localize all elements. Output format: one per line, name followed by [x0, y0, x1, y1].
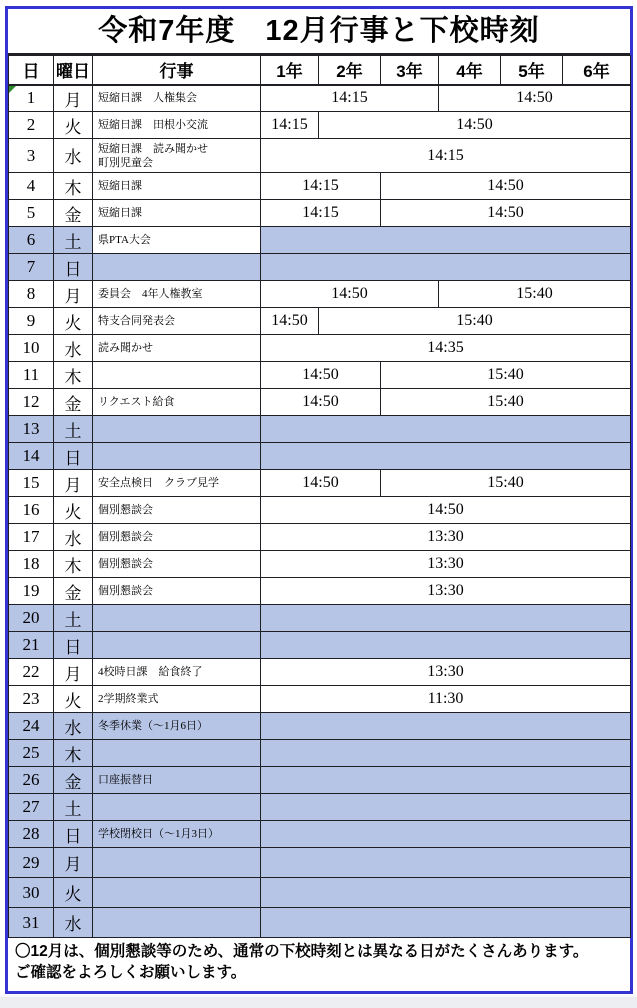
day-cell: 19 [9, 578, 54, 605]
excel-error-marker-icon [9, 86, 16, 93]
column-header-5: 2年 [319, 56, 381, 85]
table-row [9, 416, 631, 443]
dismissal-time-cell: 14:50 [261, 362, 381, 389]
table-row [9, 139, 631, 173]
dismissal-time-cell: 14:50 [381, 200, 631, 227]
day-cell: 5 [9, 200, 54, 227]
weekday-cell: 月 [54, 848, 93, 878]
table-row [9, 848, 631, 878]
footer-note-line2: ご確認をよろしくお願いします。 [15, 964, 247, 981]
day-cell: 22 [9, 659, 54, 686]
table-row [9, 821, 631, 848]
weekday-cell: 火 [54, 497, 93, 524]
dismissal-time-cell [261, 605, 631, 632]
dismissal-time-cell [261, 227, 631, 254]
weekday-cell: 木 [54, 362, 93, 389]
event-text: 個別懇談会 [98, 531, 153, 543]
event-cell [93, 497, 261, 524]
column-header-7: 4年 [439, 56, 501, 85]
event-cell [93, 139, 261, 173]
weekday-cell: 水 [54, 335, 93, 362]
dismissal-time-cell: 14:50 [261, 281, 439, 308]
dismissal-time-cell [261, 767, 631, 794]
schedule-table [8, 55, 631, 938]
dismissal-time-cell: 14:15 [261, 173, 381, 200]
event-text-line2: 町別児童会 [98, 156, 153, 169]
weekday-cell: 火 [54, 308, 93, 335]
event-cell [93, 443, 261, 470]
dismissal-time-cell: 13:30 [261, 551, 631, 578]
dismissal-time-cell: 13:30 [261, 578, 631, 605]
event-cell [93, 767, 261, 794]
event-text: 個別懇談会 [98, 585, 153, 597]
event-cell [93, 794, 261, 821]
weekday-cell: 月 [54, 85, 93, 112]
table-row [9, 767, 631, 794]
event-cell [93, 821, 261, 848]
weekday-cell: 土 [54, 605, 93, 632]
day-cell: 11 [9, 362, 54, 389]
event-text: 特支合同発表会 [98, 315, 175, 327]
event-cell [93, 200, 261, 227]
day-cell: 6 [9, 227, 54, 254]
weekday-cell: 木 [54, 551, 93, 578]
event-text: 短縮日課 田根小交流 [98, 119, 208, 131]
day-cell: 20 [9, 605, 54, 632]
table-row [9, 335, 631, 362]
dismissal-time-cell [261, 848, 631, 878]
weekday-cell: 日 [54, 821, 93, 848]
page-title: 令和7年度 12月行事と下校時刻 [8, 9, 630, 55]
weekday-cell: 火 [54, 686, 93, 713]
event-cell [93, 848, 261, 878]
dismissal-time-cell: 14:50 [261, 470, 381, 497]
table-header-row [9, 56, 631, 85]
dismissal-time-cell [261, 632, 631, 659]
event-cell [93, 713, 261, 740]
weekday-cell: 火 [54, 112, 93, 139]
dismissal-time-cell: 13:30 [261, 524, 631, 551]
dismissal-time-cell [261, 908, 631, 938]
footer-note [8, 938, 630, 991]
column-header-6: 3年 [381, 56, 439, 85]
column-header-3: 行事 [93, 56, 261, 85]
weekday-cell: 水 [54, 908, 93, 938]
day-cell: 15 [9, 470, 54, 497]
weekday-cell: 日 [54, 632, 93, 659]
table-row [9, 878, 631, 908]
day-cell: 13 [9, 416, 54, 443]
weekday-cell: 日 [54, 443, 93, 470]
dismissal-time-cell: 15:40 [319, 308, 631, 335]
dismissal-time-cell: 14:15 [261, 112, 319, 139]
dismissal-time-cell: 14:50 [261, 497, 631, 524]
table-row [9, 281, 631, 308]
dismissal-time-cell: 15:40 [381, 470, 631, 497]
dismissal-time-cell: 15:40 [439, 281, 631, 308]
event-cell [93, 112, 261, 139]
event-cell [93, 85, 261, 112]
event-cell [93, 908, 261, 938]
column-header-4: 1年 [261, 56, 319, 85]
weekday-cell: 金 [54, 578, 93, 605]
day-cell: 29 [9, 848, 54, 878]
dismissal-time-cell: 13:30 [261, 659, 631, 686]
event-cell [93, 686, 261, 713]
day-cell: 4 [9, 173, 54, 200]
weekday-cell: 日 [54, 254, 93, 281]
event-text: 学校閉校日（～1月3日） [98, 828, 219, 840]
dismissal-time-cell: 14:50 [381, 173, 631, 200]
column-header-2: 曜日 [54, 56, 93, 85]
event-cell [93, 551, 261, 578]
event-text: 短縮日課 [98, 207, 142, 219]
day-cell: 14 [9, 443, 54, 470]
dismissal-time-cell: 15:40 [381, 362, 631, 389]
table-row [9, 908, 631, 938]
event-text: 個別懇談会 [98, 504, 153, 516]
event-text: 県PTA大会 [98, 234, 151, 246]
weekday-cell: 木 [54, 173, 93, 200]
day-cell: 12 [9, 389, 54, 416]
event-cell [93, 173, 261, 200]
weekday-cell: 金 [54, 389, 93, 416]
dismissal-time-cell: 14:15 [261, 85, 439, 112]
day-cell: 3 [9, 139, 54, 173]
day-cell: 10 [9, 335, 54, 362]
event-text: 短縮日課 人権集会 [98, 92, 197, 105]
window-bottom-edge [0, 995, 637, 1008]
day-cell: 16 [9, 497, 54, 524]
column-header-9: 6年 [563, 56, 631, 85]
day-cell: 17 [9, 524, 54, 551]
weekday-cell: 金 [54, 200, 93, 227]
table-row [9, 200, 631, 227]
event-text: リクエスト給食 [98, 396, 175, 408]
weekday-cell: 土 [54, 227, 93, 254]
table-row [9, 470, 631, 497]
event-cell [93, 659, 261, 686]
table-row [9, 794, 631, 821]
table-row [9, 497, 631, 524]
event-text: 4校時日課 給食終了 [98, 666, 203, 678]
table-row [9, 227, 631, 254]
table-row [9, 85, 631, 112]
dismissal-time-cell [261, 416, 631, 443]
table-row [9, 254, 631, 281]
day-cell: 24 [9, 713, 54, 740]
event-text: 2学期終業式 [98, 693, 159, 705]
table-row [9, 686, 631, 713]
day-cell: 23 [9, 686, 54, 713]
dismissal-time-cell: 14:15 [261, 139, 631, 173]
dismissal-time-cell [261, 713, 631, 740]
event-cell [93, 470, 261, 497]
day-cell: 18 [9, 551, 54, 578]
table-row [9, 740, 631, 767]
table-row [9, 551, 631, 578]
event-text: 個別懇談会 [98, 558, 153, 570]
table-row [9, 632, 631, 659]
dismissal-time-cell: 14:50 [439, 85, 631, 112]
event-text: 口座振替日 [98, 774, 153, 786]
schedule-sheet [5, 6, 633, 994]
day-cell: 28 [9, 821, 54, 848]
day-cell: 27 [9, 794, 54, 821]
event-cell [93, 308, 261, 335]
event-cell [93, 362, 261, 389]
dismissal-time-cell [261, 443, 631, 470]
dismissal-time-cell [261, 821, 631, 848]
day-cell: 25 [9, 740, 54, 767]
footer-note-line1: 〇12月は、個別懇談等のため、通常の下校時刻とは異なる日がたくさんあります。 [15, 943, 589, 960]
dismissal-time-cell: 14:50 [261, 389, 381, 416]
dismissal-time-cell: 15:40 [381, 389, 631, 416]
event-cell [93, 605, 261, 632]
dismissal-time-cell [261, 254, 631, 281]
table-row [9, 112, 631, 139]
event-cell [93, 578, 261, 605]
table-row [9, 389, 631, 416]
dismissal-time-cell: 14:50 [319, 112, 631, 139]
event-cell [93, 389, 261, 416]
event-cell [93, 335, 261, 362]
table-row [9, 713, 631, 740]
table-row [9, 578, 631, 605]
weekday-cell: 金 [54, 767, 93, 794]
column-header-8: 5年 [501, 56, 563, 85]
dismissal-time-cell: 14:15 [261, 200, 381, 227]
table-row [9, 605, 631, 632]
event-cell [93, 878, 261, 908]
event-cell [93, 632, 261, 659]
event-cell [93, 254, 261, 281]
column-header-1: 日 [9, 56, 54, 85]
day-cell: 2 [9, 112, 54, 139]
table-row [9, 173, 631, 200]
event-text: 委員会 4年人権教室 [98, 288, 203, 300]
event-cell [93, 227, 261, 254]
day-cell: 1 [9, 85, 54, 112]
day-cell: 21 [9, 632, 54, 659]
event-cell [93, 416, 261, 443]
event-text: 安全点検日 クラブ見学 [98, 477, 219, 489]
event-text: 読み聞かせ [98, 342, 153, 354]
event-cell [93, 281, 261, 308]
event-cell [93, 524, 261, 551]
weekday-cell: 水 [54, 139, 93, 173]
dismissal-time-cell: 11:30 [261, 686, 631, 713]
day-cell: 26 [9, 767, 54, 794]
event-text: 冬季休業（～1月6日） [98, 720, 208, 732]
weekday-cell: 水 [54, 524, 93, 551]
weekday-cell: 木 [54, 740, 93, 767]
event-text: 短縮日課 [98, 180, 142, 192]
table-row [9, 659, 631, 686]
weekday-cell: 火 [54, 878, 93, 908]
dismissal-time-cell [261, 740, 631, 767]
dismissal-time-cell [261, 794, 631, 821]
day-cell: 30 [9, 878, 54, 908]
table-row [9, 362, 631, 389]
dismissal-time-cell: 14:50 [261, 308, 319, 335]
weekday-cell: 水 [54, 713, 93, 740]
weekday-cell: 土 [54, 416, 93, 443]
event-cell [93, 740, 261, 767]
event-text: 短縮日課 読み聞かせ [98, 142, 208, 155]
day-cell: 7 [9, 254, 54, 281]
weekday-cell: 月 [54, 281, 93, 308]
table-row [9, 308, 631, 335]
weekday-cell: 月 [54, 659, 93, 686]
weekday-cell: 土 [54, 794, 93, 821]
table-row [9, 443, 631, 470]
table-row [9, 524, 631, 551]
weekday-cell: 月 [54, 470, 93, 497]
day-cell: 8 [9, 281, 54, 308]
day-cell: 31 [9, 908, 54, 938]
day-cell: 9 [9, 308, 54, 335]
dismissal-time-cell: 14:35 [261, 335, 631, 362]
dismissal-time-cell [261, 878, 631, 908]
